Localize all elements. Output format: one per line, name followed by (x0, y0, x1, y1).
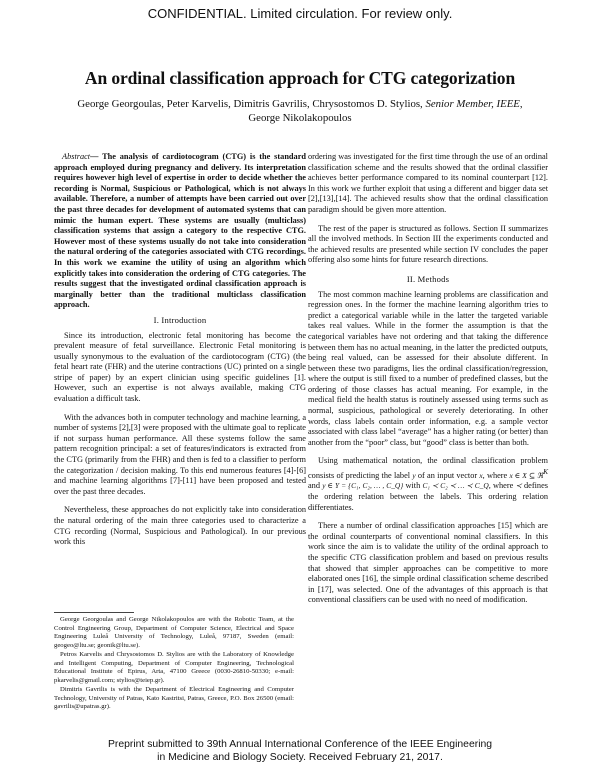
paper-title: An ordinal classification approach for CTG categorization (84, 68, 516, 88)
math-prec-symbol: ≺ (515, 481, 522, 491)
math-text-mid1: of an input vector (417, 470, 478, 480)
methods-math-paragraph: Using mathematical notation, the ordinal classification problem consists of predicting the label y of an input vector x, where x ∈ X ⊆ ℜ$^K$ and y ∈ Y = {C₁, C₂, … , C_Q} with C₁ ≺ C₂ ≺ … ≺ C_Q, where ≺ defines the ordering relation between the labels. This ordering relation differentiates. (308, 456, 548, 512)
left-column (54, 152, 306, 556)
footer-line-2: in Medicine and Biology Society. Received February 21, 2017. (157, 752, 443, 763)
math-var-x: x (479, 470, 483, 480)
section-heading-methods: II. Methods (406, 273, 450, 284)
intro-paragraph-3: Nevertheless, these approaches do not explicitly take into consideration the natural ordering of the main three categories used to characterize a CTG recording (Normal, Suspicious and Pathological). In our previous work this (54, 505, 306, 547)
footnote-3: Dimitris Gavrilis is with the Department of Electrical Engineering and Computer Technology, University of Patras, Kato Kastritsi, Patras, Greece, P.O. Box 26500 (email: gavrilis@upatras.gr). (54, 686, 294, 710)
intro-paragraph-2: With the advances both in computer technology and machine learning, a number of systems [2],[3] were proposed with the ultimate goal to replicate if not surpass human performance. All these systems follow the same pattern recognition principal: a set of features/indicators is extracted from the CTG (primarily from the FHR) and then is fed to a classifier to perform the categorization / decision making. To this end numerous features [4]-[6] and machine learning algorithms [7]-[11] have been proposed and tested over the past three decades. (54, 412, 306, 496)
footer-line-1: Preprint submitted to 39th Annual International Conference of the IEEE Engineering (107, 739, 493, 750)
math-text-pre: Using mathematical notation, the ordinal classification problem consists of predicting the label (308, 456, 548, 480)
math-sup-k: K (543, 467, 548, 477)
math-expr-order: C₁ ≺ C₂ ≺ … ≺ C_Q (422, 481, 489, 491)
math-text-where: where (493, 481, 514, 491)
methods-paragraph-1: The most common machine learning problems are classification and regression ones. In the former the machine learning algorithm tries to predict a categorical variable while in the latter the targeted variable takes real values. While in the former the assumption is that the categorical variables have not ordering and that taking the difference between them has no actual meaning, in the latter the predicted outputs, being real valued, can be assessed for their absolute different. In between these two paradigms, lies the ordinal classification/regression, where the output is still fixed to a number of predefined classes, but the ordering of those classes has actual meaning. For example, in the medical field the health status is routinely assessed using terms such as normal, suspicious, pathological or severely deteriorating. In other words, class labels contain order information, e.g. a sample vector associated with class label “average” has a higher rating (or better) than another from the “poor” class, but “good” class is better than both. (308, 289, 548, 447)
intro-paragraph-1: Since its introduction, electronic fetal monitoring has become the prevalent measure of fetal surveillance. Electronic Fetal monitoring is usually synonymous to the evaluation of the cardiotocogram (CTG) (the fetal heart rate (FHR) and the uterine contractions (UC) printed on a single stripe of paper) by an expert clinician using specific guidelines [1]. However, such an expertise is not always available, making CTG evaluation a difficult task. (54, 330, 306, 404)
footnotes (54, 612, 294, 713)
math-text-and: and (308, 481, 320, 491)
abstract-text: — The analysis of cardiotocogram (CTG) is the standard approach employed during pregnancy and delivery. Its interpretation requires however high level of expertise in order to decide whether the recording is Normal, Suspicious or Pathological, which is not always available. Therefore, a number of attempts have been carried out over the past three decades for development of automated systems that can mimic the human expert. These systems are usually (multiclass) classification systems that assign a category to the respective CTG. However most of these systems usually do not take into consideration the natural ordering of the categories associated with CTG recordings. In this work we examine the utility of using an algorithm which explicitly takes into consideration the ordering of CTG categories. The results suggest that the investigated ordinal classification approach is marginally better than the traditional multiclass classification approach. (54, 152, 306, 310)
abstract-label: Abstract (62, 152, 91, 161)
intro-paragraph-4: ordering was investigated for the first time through the use of an ordinal classification scheme and the results showed that the ordinal classifier achieves better performance compared to its nominal counterpart [12]. In this work we further exploit that using a different and bigger data set [2],[13],[14]. The achieved results show that the ordinal classification paradigm should be given more attention. (308, 152, 548, 214)
footnote-rule (54, 612, 134, 613)
math-text-with: with (405, 481, 421, 491)
author-role: Senior Member, IEEE (425, 98, 520, 110)
author-list (70, 97, 530, 125)
authors-last: , George Nikolakopoulos (248, 98, 523, 124)
abstract (54, 152, 306, 311)
methods-paragraph-3: There a number of ordinal classification approaches [15] which are the ordinal counterparts of conventional nominal classifiers. In this work since the aim is to validate the utility of the ordinal approach to the specific CTG classification problem and based on previous results that showed that simpler approaches can be competitive to more elaborated ones [16], the simple ordinal classification scheme described in [17], was selected. One of the advantages of this approach is that conventional classifiers can be used with no need of modification. (308, 521, 548, 605)
math-var-y: y (412, 470, 416, 480)
section-heading-introduction: I. Introduction (153, 314, 207, 325)
authors-main: George Georgoulas, Peter Karvelis, Dimitris Gavrilis, Chrysostomos D. Stylios, (77, 98, 423, 110)
math-text-mid2: , where (482, 470, 508, 480)
footnote-1: George Georgoulas and George Nikolakopoulos are with the Robotic Team, at the Control Engineering Group, Department of Computer Science, Electrical and Space Engineering Luleå University of Technology, Luleå, 97187, Sweden (email: geogeo@ltu.se; geonik@ltu.se). (54, 616, 294, 649)
footnote-2: Petros Karvelis and Chrysostomos D. Stylios are with the Laboratory of Knowledge and Intelligent Computing, Department of Computer Engineering, Technological Educational Institute of Epirus, Arta, 47100 Greece (0030-26810-50330; e-mail: pkarvelis@gmail.com; stylios@teiep.gr). (54, 651, 294, 684)
math-expr-y-set: y ∈ Y = {C₁, C₂, … , C_Q} (322, 481, 404, 491)
preprint-footer (0, 738, 600, 764)
intro-paragraph-5: The rest of the paper is structured as follows. Section II summarizes all the involved methods. In Section III the experiments conducted and the achieved results are presented while section IV concludes the paper offering also some hints for future research directions. (308, 223, 548, 265)
math-expr-x-domain: x ∈ X ⊆ ℜ (509, 470, 544, 480)
right-column (308, 152, 548, 614)
confidential-banner: CONFIDENTIAL. Limited circulation. For review only. (147, 6, 453, 21)
math-text-post: defines the ordering relation between the labels. This ordering relation differentiates. (308, 481, 548, 512)
